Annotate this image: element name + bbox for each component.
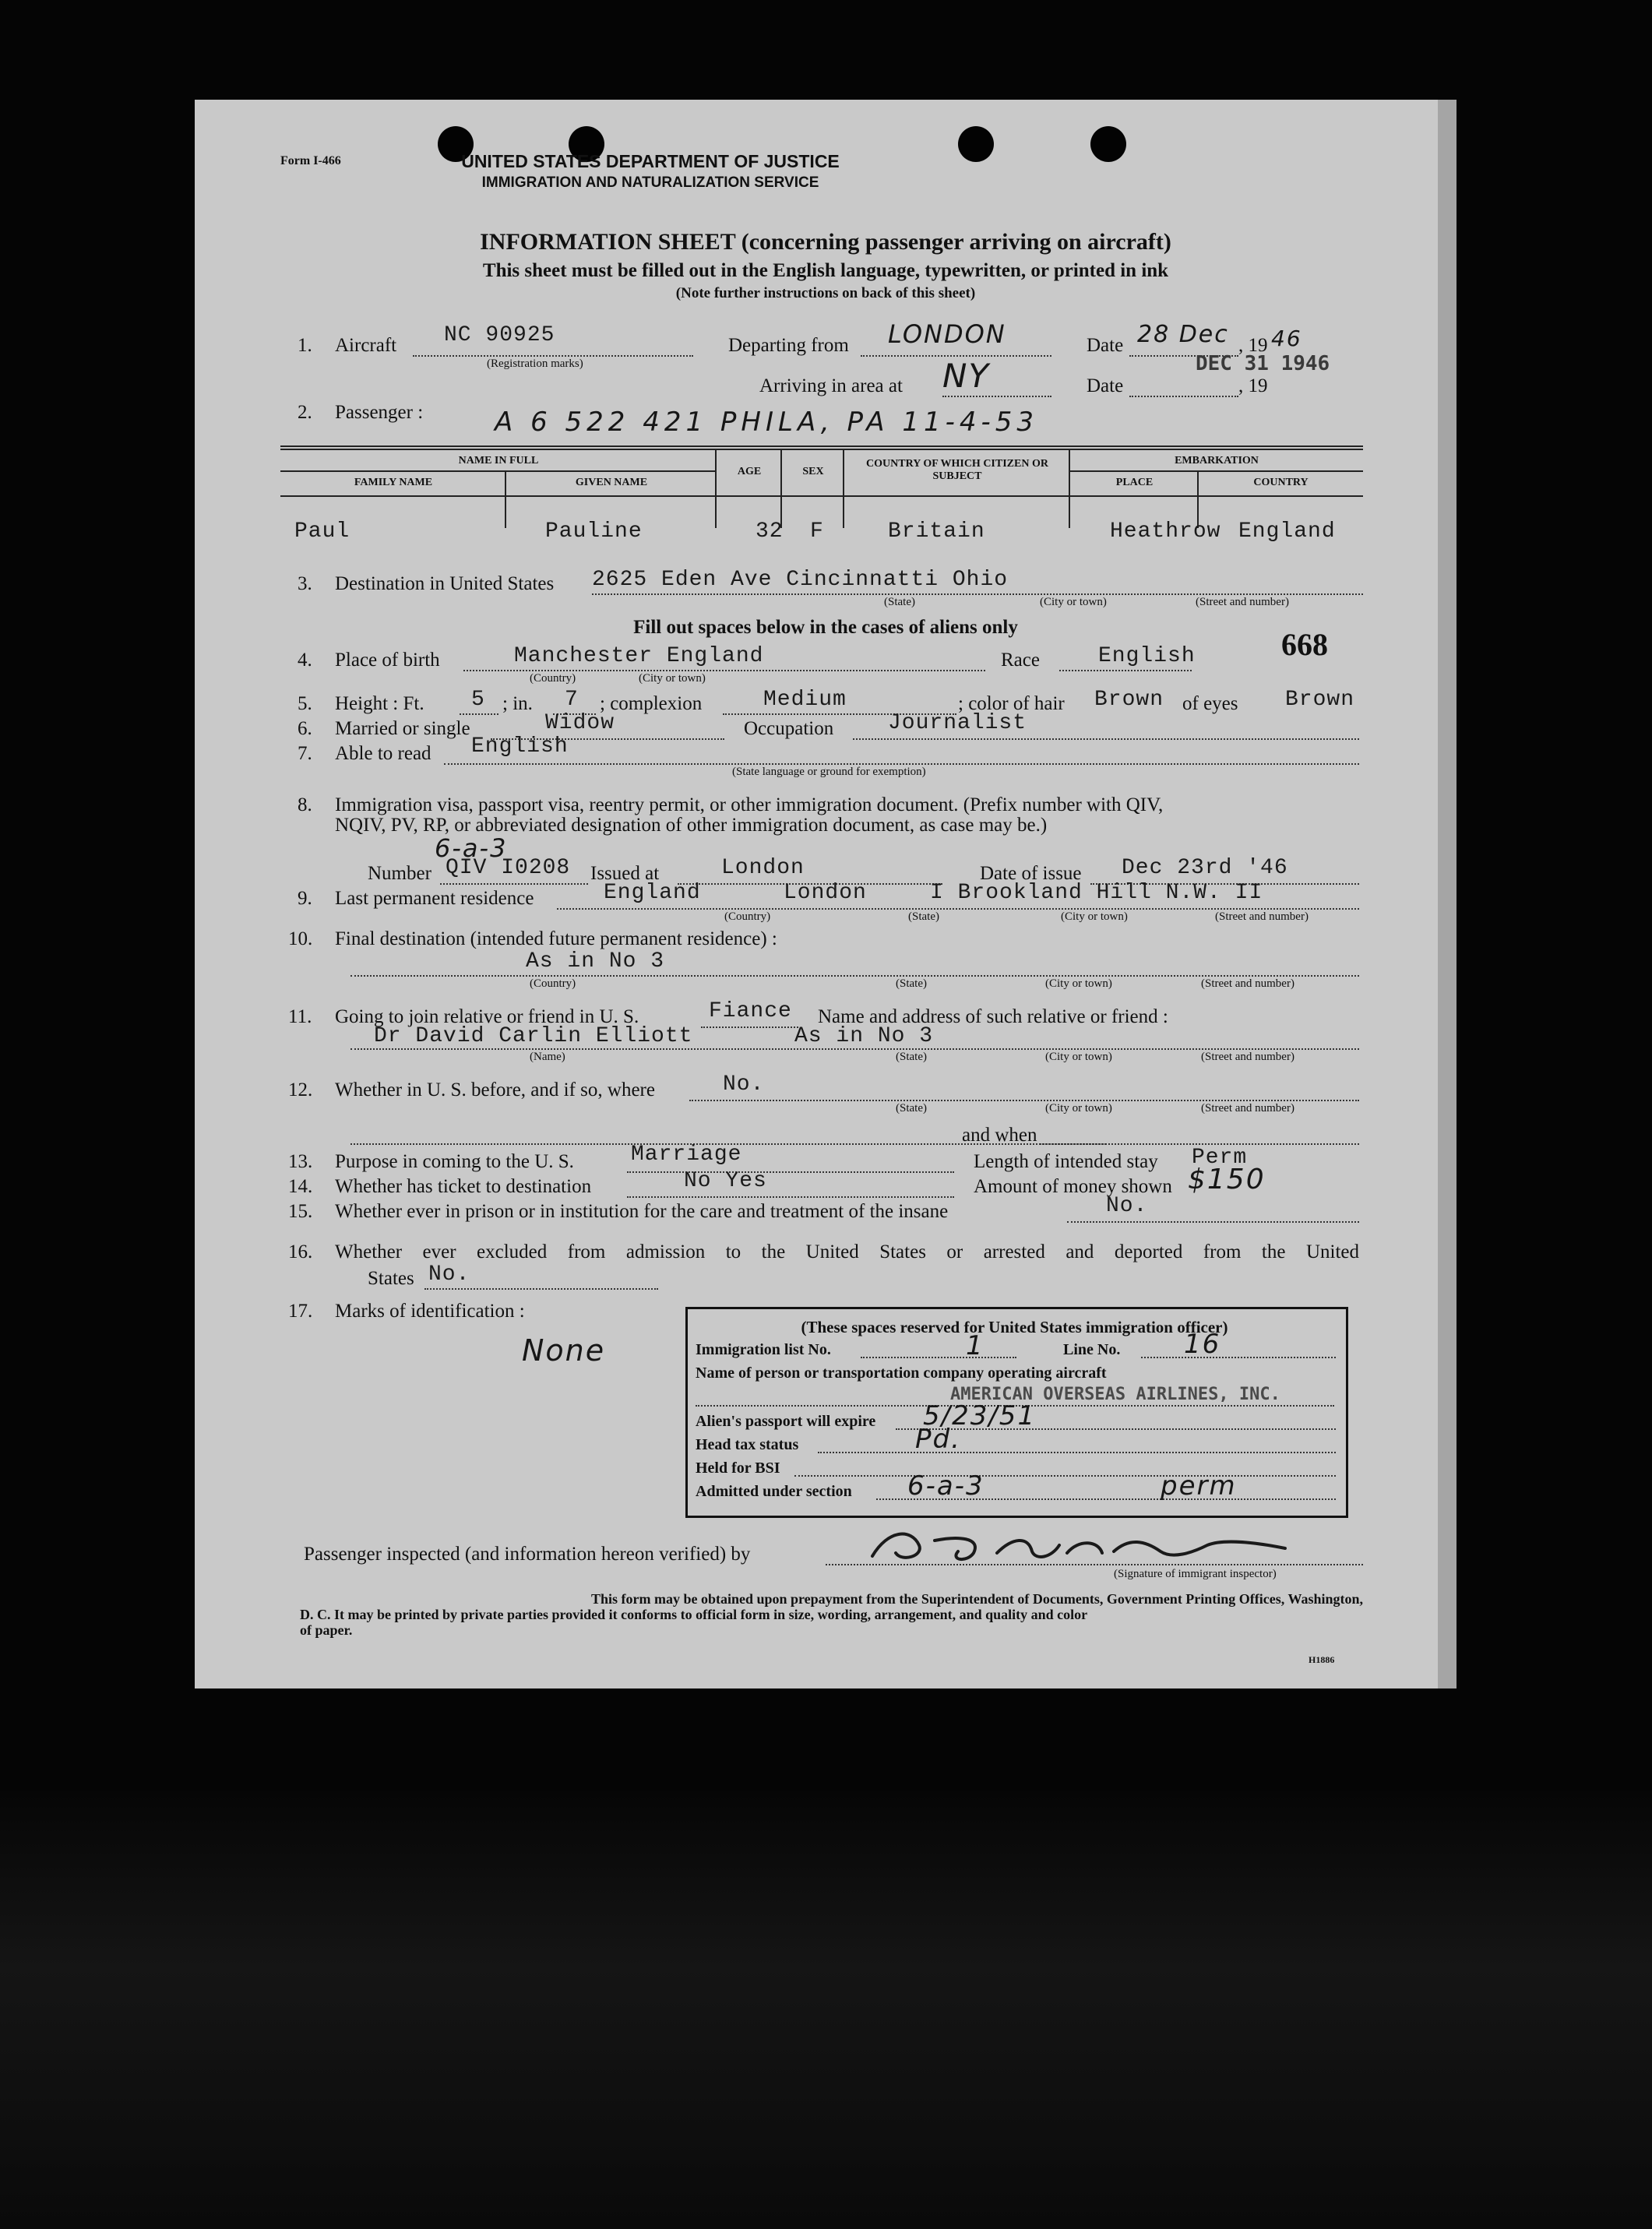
birthplace-sub-country: (Country) [530,672,576,685]
footer-line-2: D. C. It may be printed by private parties provided it conforms to official form in size, wording, arrangement, and quality and color [300,1607,1088,1622]
passenger-annotation: A 6 522 421 PHILA, PA 11-4-53 [495,407,1039,438]
destination-sub-state: (State) [884,596,915,608]
prison-label: Whether ever in prison or in institution for the care and treatment of the insane [335,1201,949,1222]
purpose-value: Marriage [631,1143,742,1167]
passport-value: 5/23/51 [923,1400,1037,1431]
read-value: English [471,734,569,759]
q14-number: 14. [288,1176,313,1197]
residence-sub-country: (Country) [724,910,771,923]
q12-number: 12. [288,1079,313,1100]
height-in-label: ; in. [502,693,533,714]
embarkation-header: EMBARKATION [1175,455,1259,467]
admitted-value: 6-a-3 [907,1470,985,1502]
residence-sub-street: (Street and number) [1215,910,1309,923]
destination-value: 2625 Eden Ave Cincinnatti Ohio [592,568,1009,592]
when-label: and when [962,1125,1037,1146]
height-ft-value: 5 [471,688,485,712]
final-sub-street: (Street and number) [1201,977,1294,990]
q2-number: 2. [298,402,312,423]
visa-annotation: 6-a-3 [435,833,508,863]
visa-text-2: NQIV, PV, RP, or abbreviated designation of other immigration document, as case may be.) [335,815,1048,836]
embark-place-value: Heathrow [1110,519,1221,544]
occupation-value: Journalist [888,711,1027,735]
embark-country-header: COUNTRY [1253,477,1309,488]
before-sub-street: (Street and number) [1201,1102,1294,1114]
issue-date-label: Date of issue [980,863,1082,884]
residence-country: England [604,881,701,905]
destination-sub-city: (City or town) [1040,596,1107,608]
age-value: 32 [756,519,784,544]
aircraft-value: NC 90925 [444,323,555,347]
inspected-label: Passenger inspected (and information hereon verified) by [304,1544,751,1565]
department-name: UNITED STATES DEPARTMENT OF JUSTICE [461,151,840,171]
stay-value: Perm [1192,1146,1248,1170]
given-name-header: GIVEN NAME [575,477,648,488]
read-sub: (State language or ground for exemption) [732,766,926,778]
money-label: Amount of money shown [974,1176,1172,1197]
ticket-value: No Yes [684,1169,767,1193]
punch-hole-3 [958,126,994,162]
form-sheet [195,100,1457,1688]
issued-label: Issued at [590,863,660,884]
eyes-value: Brown [1285,688,1355,712]
service-name: IMMIGRATION AND NATURALIZATION SERVICE [481,174,819,191]
final-destination-label: Final destination (intended future permanent residence) : [335,928,777,949]
date2-year-prefix: , 19 [1238,375,1268,396]
marks-value: None [522,1333,606,1368]
date-value: 28 Dec [1137,321,1229,348]
q17-number: 17. [288,1301,313,1322]
date2-label: Date [1087,375,1124,396]
q6-number: 6. [298,718,312,739]
place-header: PLACE [1115,477,1154,488]
line-label: Line No. [1063,1341,1121,1358]
relative-label: Name and address of such relative or friend : [818,1006,1168,1027]
before-value: No. [723,1072,765,1097]
height-label: Height : Ft. [335,693,424,714]
admitted-extra: perm [1161,1470,1237,1502]
residence-street: I Brookland Hill N.W. II [930,881,1263,905]
country-citizen-header: COUNTRY OF WHICH CITIZEN OR SUBJECT [866,458,1048,482]
date-year-prefix: , 19 [1238,335,1268,356]
residence-sub-city: (City or town) [1061,910,1128,923]
punch-hole-4 [1090,126,1126,162]
q11-number: 11. [288,1006,312,1027]
sex-header: SEX [802,466,824,477]
q10-number: 10. [288,928,313,949]
residence-label: Last permanent residence [335,888,534,909]
marks-label: Marks of identification : [335,1301,525,1322]
join-sub-street: (Street and number) [1201,1051,1294,1063]
excluded-value: No. [428,1262,470,1287]
tax-label: Head tax status [696,1436,799,1453]
sheet-edge-shadow [1438,100,1457,1688]
join-label: Going to join relative or friend in U. S. [335,1006,639,1027]
list-value: 1 [966,1330,985,1361]
note-text: (Note further instructions on back of this sheet) [675,285,976,301]
print-code: H1886 [1309,1654,1335,1665]
occupation-label: Occupation [744,718,834,739]
departing-label: Departing from [728,335,849,356]
height-in-value: 7 [565,688,579,712]
page-title: INFORMATION SHEET (concerning passenger arriving on aircraft) [480,229,1171,255]
inspected-sub: (Signature of immigrant inspector) [1114,1568,1277,1580]
residence-city: London [784,881,867,905]
stay-label: Length of intended stay [974,1151,1158,1172]
given-name-value: Pauline [545,519,643,544]
visa-number-label: Number [368,863,431,884]
company-value: AMERICAN OVERSEAS AIRLINES, INC. [950,1385,1280,1404]
q15-number: 15. [288,1201,313,1222]
q7-number: 7. [298,743,312,764]
footer-line-3: of paper. [300,1622,353,1638]
arriving-value: NY [942,357,991,395]
join-value: Fiance [709,999,792,1023]
sheet-number: 668 [1281,627,1328,662]
q8-number: 8. [298,794,312,815]
list-label: Immigration list No. [696,1341,831,1358]
departing-value: LONDON [888,319,1006,349]
read-label: Able to read [335,743,431,764]
married-value: Widow [545,711,615,735]
before-label: Whether in U. S. before, and if so, where [335,1079,655,1100]
date-year-value: 46 [1271,326,1302,351]
q4-number: 4. [298,650,312,671]
aircraft-label: Aircraft [335,335,397,356]
footer-line-1: This form may be obtained upon prepayment from the Superintendent of Documents, Government Printing Offices, Washington, [590,1591,1363,1607]
citizen-value: Britain [888,519,985,544]
married-label: Married or single [335,718,470,739]
ticket-label: Whether has ticket to destination [335,1176,592,1197]
join-sub-city: (City or town) [1045,1051,1112,1063]
relative-address: As in No 3 [794,1024,934,1048]
line-value: 16 [1184,1329,1221,1360]
registration-sublabel: (Registration marks) [487,357,583,370]
excluded-text-2: States [368,1268,414,1289]
final-destination-value: As in No 3 [526,949,665,974]
final-sub-state: (State) [896,977,927,990]
inspector-signature [865,1522,1301,1569]
q3-number: 3. [298,573,312,594]
prison-value: No. [1106,1194,1148,1218]
company-label: Name of person or transportation company operating aircraft [696,1365,1107,1382]
issued-value: London [721,856,805,880]
officer-heading: (These spaces reserved for United States immigration officer) [801,1318,1228,1336]
q16-number: 16. [288,1241,313,1262]
join-sub-name: (Name) [530,1051,565,1063]
complexion-value: Medium [763,688,847,712]
family-name-value: Paul [294,519,350,544]
q5-number: 5. [298,693,312,714]
sex-value: F [810,519,824,544]
date-label: Date [1087,335,1124,356]
final-sub-country: (Country) [530,977,576,990]
residence-sub-state: (State) [908,910,939,923]
hair-value: Brown [1094,688,1164,712]
aliens-heading: Fill out spaces below in the cases of aliens only [633,617,1018,638]
destination-label: Destination in United States [335,573,555,594]
passport-label: Alien's passport will expire [696,1413,876,1430]
tax-value: Pd. [915,1424,961,1455]
q1-number: 1. [298,335,312,356]
issue-date-value: Dec 23rd '46 [1122,856,1288,880]
age-header: AGE [737,466,762,477]
birthplace-sub-city: (City or town) [639,672,706,685]
eyes-label: of eyes [1182,693,1238,714]
race-label: Race [1001,650,1040,671]
microfilm-background [0,1791,1652,2229]
bsi-label: Held for BSI [696,1460,780,1477]
destination-sub-street: (Street and number) [1196,596,1289,608]
family-name-header: FAMILY NAME [354,477,433,488]
visa-text-1: Immigration visa, passport visa, reentry permit, or other immigration document. (Prefix number with QIV, [335,794,1164,815]
form-number: Form I-466 [280,154,341,167]
complexion-label: ; complexion [600,693,703,714]
before-sub-city: (City or town) [1045,1102,1112,1114]
final-sub-city: (City or town) [1045,977,1112,990]
admitted-label: Admitted under section [696,1483,852,1500]
passenger-label: Passenger : [335,402,424,423]
relative-name: Dr David Carlin Elliott [374,1024,693,1048]
excluded-text: Whether ever excluded from admission to the United States or arrested and deported from the United [335,1241,1359,1262]
purpose-label: Purpose in coming to the U. S. [335,1151,574,1172]
race-value: English [1098,644,1196,668]
before-sub-state: (State) [896,1102,927,1114]
q13-number: 13. [288,1151,313,1172]
embark-country-value: England [1238,519,1336,544]
received-stamp: DEC 31 1946 [1196,352,1330,375]
visa-number-value: QIV I0208 [446,856,571,880]
name-in-full-header: NAME IN FULL [458,455,539,467]
money-value: $150 [1188,1164,1266,1195]
q9-number: 9. [298,888,312,909]
birthplace-label: Place of birth [335,650,440,671]
hair-label: ; color of hair [958,693,1065,714]
birthplace-value: Manchester England [514,644,764,668]
arriving-label: Arriving in area at [759,375,903,396]
join-sub-state: (State) [896,1051,927,1063]
instruction-text: This sheet must be filled out in the English language, typewritten, or printed in ink [482,260,1169,281]
